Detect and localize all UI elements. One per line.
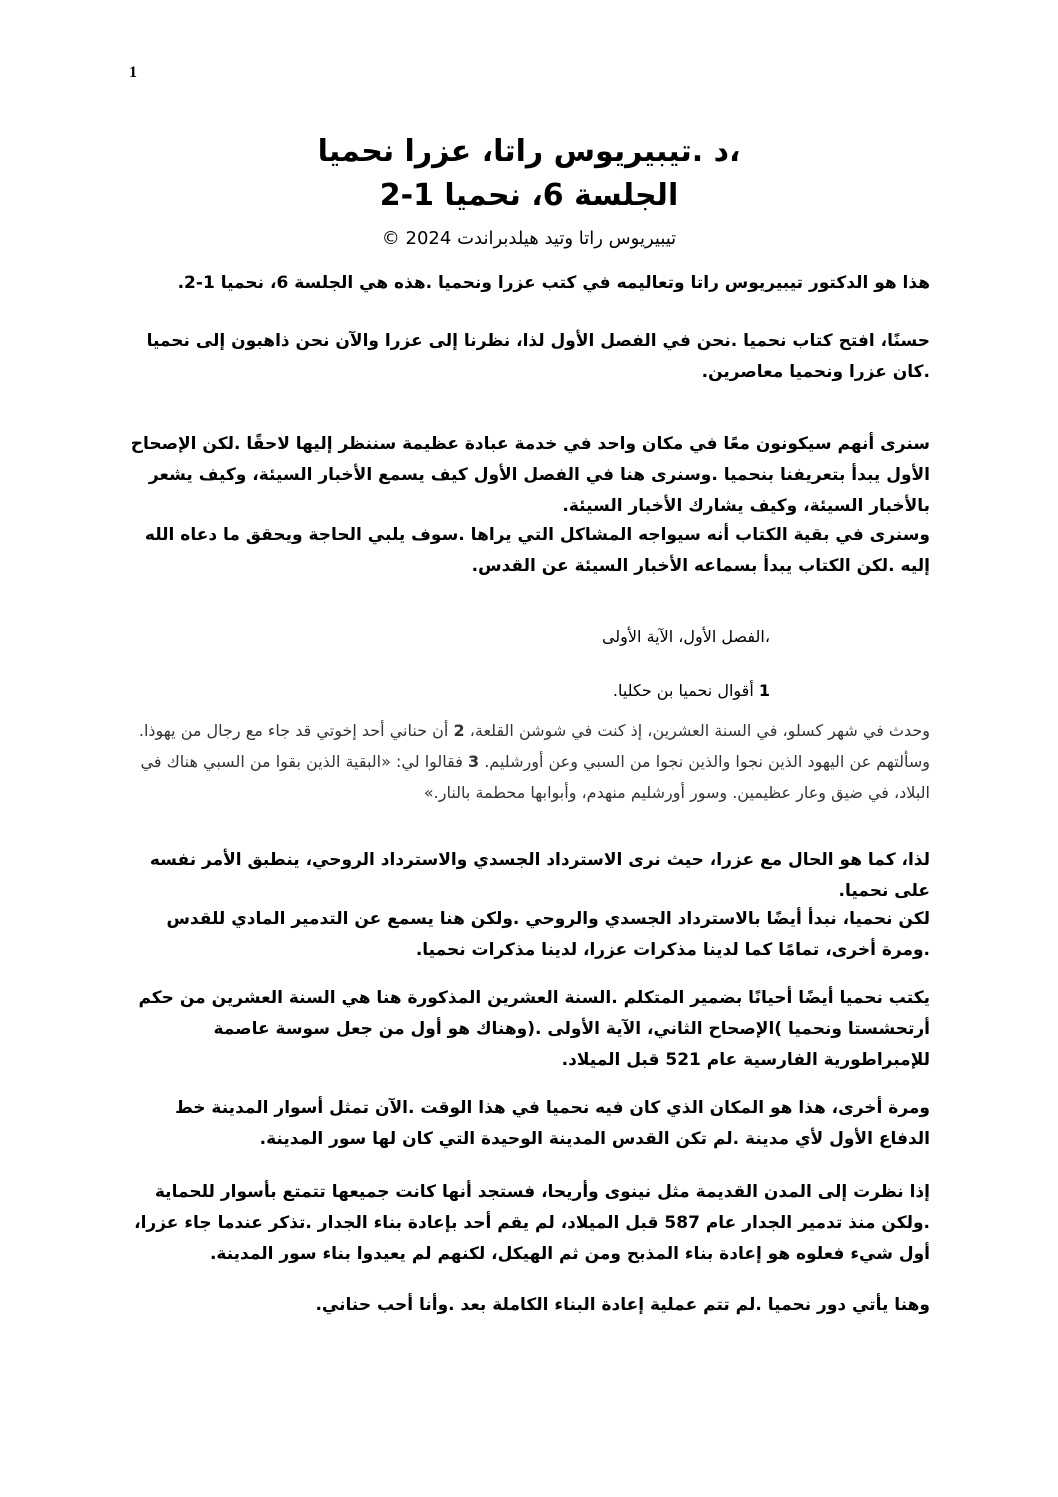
copyright-line: تيبيريوس راتا وتيد هيلدبراندت 2024 ©: [381, 228, 677, 249]
document-header: [0, 130, 1058, 256]
verse-one: [130, 676, 770, 706]
paragraph: إذا نظرت إلى المدن القديمة مثل نينوى وأريحا، فستجد أنها كانت جميعها تتمتع بأسوار للحماية .ولكن منذ تدمير الجدار عام 587 قبل الميلاد، لم يقم أحد بإعادة بناء الجدار .تذكر عندما جاء عزرا، أول شيء فعلوه هو إعادة بناء المذبح ومن ثم الهيكل، لكنهم لم يعيدوا بناء سور المدينة.: [134, 1182, 930, 1264]
document-subtitle: الجلسة 6، نحميا 1-2: [379, 178, 679, 213]
verse-number: 3: [467, 752, 480, 771]
paragraph: وسنرى في بقية الكتاب أنه سيواجه المشاكل التي يراها .سوف يلبي الحاجة ويحقق ما دعاه الله إليه .لكن الكتاب يبدأ بسماعه الأخبار السيئة عن القدس.: [144, 525, 930, 576]
paragraph: يكتب نحميا أيضًا أحيانًا بضمير المتكلم .السنة العشرين المذكورة هنا هي السنة العشرين من حكم أرتحشستا ونحميا )الإصحاح الثاني، الآية الأولى .(وهناك هو أول من جعل سوسة عاصمة للإمبراطورية الفارسية عام 521 قبل الميلاد.: [138, 988, 930, 1070]
verse-number: 1: [758, 681, 770, 700]
paragraph: لذا، كما هو الحال مع عزرا، حيث نرى الاسترداد الجسدي والاسترداد الروحي، ينطبق الأمر نفسه على نحميا.: [149, 850, 930, 901]
verse-text: أقوال نحميا بن حكليا.: [612, 681, 754, 700]
verse-text: فقالوا لي: «البقية الذين بقوا من السبي هناك في البلاد، في ضيق وعار عظيمين. وسور أورشليم منهدم، وأبوابها محطمة بالنار.»: [140, 752, 930, 802]
intro-paragraph: هذا هو الدكتور تيبيريوس راتا وتعاليمه في كتب عزرا ونحميا .هذه هي الجلسة 6، نحميا 1-2.: [177, 273, 930, 293]
document-title: ،د .تيبيريوس راتا، عزرا نحميا: [317, 134, 741, 169]
page-number: 1: [129, 64, 137, 81]
scripture-passage: [130, 715, 930, 808]
paragraph: لكن نحميا، نبدأ أيضًا بالاسترداد الجسدي والروحي .ولكن هنا يسمع عن التدمير المادي للقدس .ومرة أخرى، تمامًا كما لدينا مذكرات عزرا، لدينا مذكرات نحميا.: [166, 909, 930, 960]
verse-text: وحدث في شهر كسلو، في السنة العشرين، إذ كنت في شوشن القلعة،: [469, 721, 930, 740]
verse-number: 2: [453, 721, 465, 740]
paragraph: ومرة أخرى، هذا هو المكان الذي كان فيه نحميا في هذا الوقت .الآن تمثل أسوار المدينة خط الدفاع الأول لأي مدينة .لم تكن القدس المدينة الوحيدة التي كان لها سور المدينة.: [175, 1098, 930, 1149]
verse-text: أن حناني أحد إخوتي قد جاء مع رجال من يهوذا. وسألتهم عن اليهود الذين نجوا والذين نجوا من السبي وعن أورشليم.: [138, 721, 930, 771]
paragraph: حسنًا، افتح كتاب نحميا .نحن في الفصل الأول لذا، نظرنا إلى عزرا والآن نحن ذاهبون إلى نحميا .كان عزرا ونحميا معاصرين.: [146, 331, 930, 382]
closing-paragraph: وهنا يأتي دور نحميا .لم تتم عملية إعادة البناء الكاملة بعد .وأنا أحب حناني.: [315, 1295, 930, 1315]
chapter-reference: ،الفصل الأول، الآية الأولى: [601, 627, 770, 646]
paragraph: سنرى أنهم سيكونون معًا في مكان واحد في خدمة عبادة عظيمة سننظر إليها لاحقًا .لكن الإصحاح الأول يبدأ بتعريفنا بنحميا .وسنرى هنا في الفصل الأول كيف يسمع الأخبار السيئة، وكيف يشعر بالأخبار السيئة، وكيف يشارك الأخبار السيئة.: [130, 434, 930, 516]
